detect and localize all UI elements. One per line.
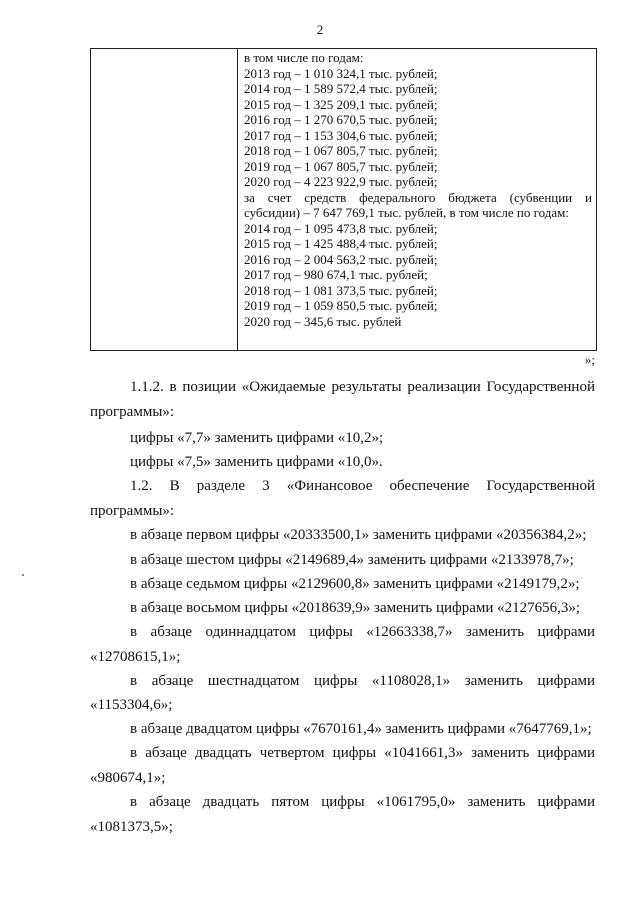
table-line: 2015 год – 1 325 209,1 тыс. рублей; [244, 96, 438, 112]
paragraph: цифры «7,5» заменить цифрами «10,0». [130, 454, 383, 470]
margin-mark [22, 574, 24, 576]
federal-budget-text: за счет средств федерального бюджета (субвенции и субсидии) – 7 647 769,1 тыс. рублей, в том числе по годам: [244, 189, 592, 220]
paragraph-line: «1153304,6»; [90, 697, 173, 713]
paragraph: цифры «7,7» заменить цифрами «10,2»; [130, 430, 384, 446]
table-line: в том числе по годам: [244, 50, 364, 65]
paragraph: в абзаце первом цифры «20333500,1» заменить цифрами «20356384,2»; [130, 527, 587, 543]
paragraph-line: в абзаце двадцать пятом цифры «1061795,0» заменить цифрами [130, 794, 595, 810]
paragraph-line: в абзаце двадцать четвертом цифры «1041661,3» заменить цифрами [130, 745, 595, 761]
table-line: 2018 год – 1 067 805,7 тыс. рублей; [244, 143, 438, 158]
table-line: 2014 год – 1 589 572,4 тыс. рублей; [244, 81, 438, 96]
table-line: 2019 год – 1 059 850,5 тыс. рублей; [244, 298, 438, 313]
table-line: 2017 год – 980 674,1 тыс. рублей; [244, 267, 428, 282]
table-line: 2015 год – 1 425 488,4 тыс. рублей; [244, 236, 438, 251]
paragraph-line: программы»: [90, 503, 175, 519]
paragraph-line: в абзаце одиннадцатом цифры «12663338,7» заменить цифрами [130, 624, 595, 640]
paragraph: в абзаце восьмом цифры «2018639,9» заменить цифрами «2127656,3»; [130, 600, 581, 616]
paragraph-line: 1.1.2. в позиции «Ожидаемые результаты реализации Государственной [130, 379, 595, 395]
table-line: 2018 год – 1 081 373,5 тыс. рублей; [244, 282, 438, 298]
page-number: 2 [316, 22, 324, 37]
table-line: 2020 год – 4 223 922,9 тыс. рублей; [244, 174, 438, 189]
closing-quote: »; [584, 352, 595, 367]
funding-table [90, 48, 597, 351]
table-left-cell [91, 49, 238, 350]
table-line: 2013 год – 1 010 324,1 тыс. рублей; [244, 65, 438, 81]
table-line: 2017 год – 1 153 304,6 тыс. рублей; [244, 127, 438, 143]
table-line: 2014 год – 1 095 473,8 тыс. рублей; [244, 220, 438, 236]
paragraph-line: программы»: [90, 404, 175, 420]
table-line: 2020 год – 345,6 тыс. рублей [244, 313, 402, 329]
table-right-cell [238, 49, 596, 350]
paragraph: в абзаце двадцатом цифры «7670161,4» заменить цифрами «7647769,1»; [130, 721, 592, 737]
paragraph-line: 1.2. В разделе 3 «Финансовое обеспечение Государственной [130, 478, 595, 494]
table-line: 2019 год – 1 067 805,7 тыс. рублей; [244, 158, 438, 174]
paragraph: в абзаце седьмом цифры «2129600,8» заменить цифрами «2149179,2»; [130, 576, 580, 592]
paragraph-line: «12708615,1»; [90, 649, 181, 665]
paragraph: в абзаце шестом цифры «2149689,4» заменить цифрами «2133978,7»; [130, 552, 574, 568]
paragraph-line: «980674,1»; [90, 770, 166, 786]
paragraph-line: в абзаце шестнадцатом цифры «1108028,1» заменить цифрами [130, 673, 595, 689]
paragraph-line: «1081373,5»; [90, 819, 173, 835]
table-line: 2016 год – 2 004 563,2 тыс. рублей; [244, 251, 438, 267]
table-line: 2016 год – 1 270 670,5 тыс. рублей; [244, 112, 438, 127]
